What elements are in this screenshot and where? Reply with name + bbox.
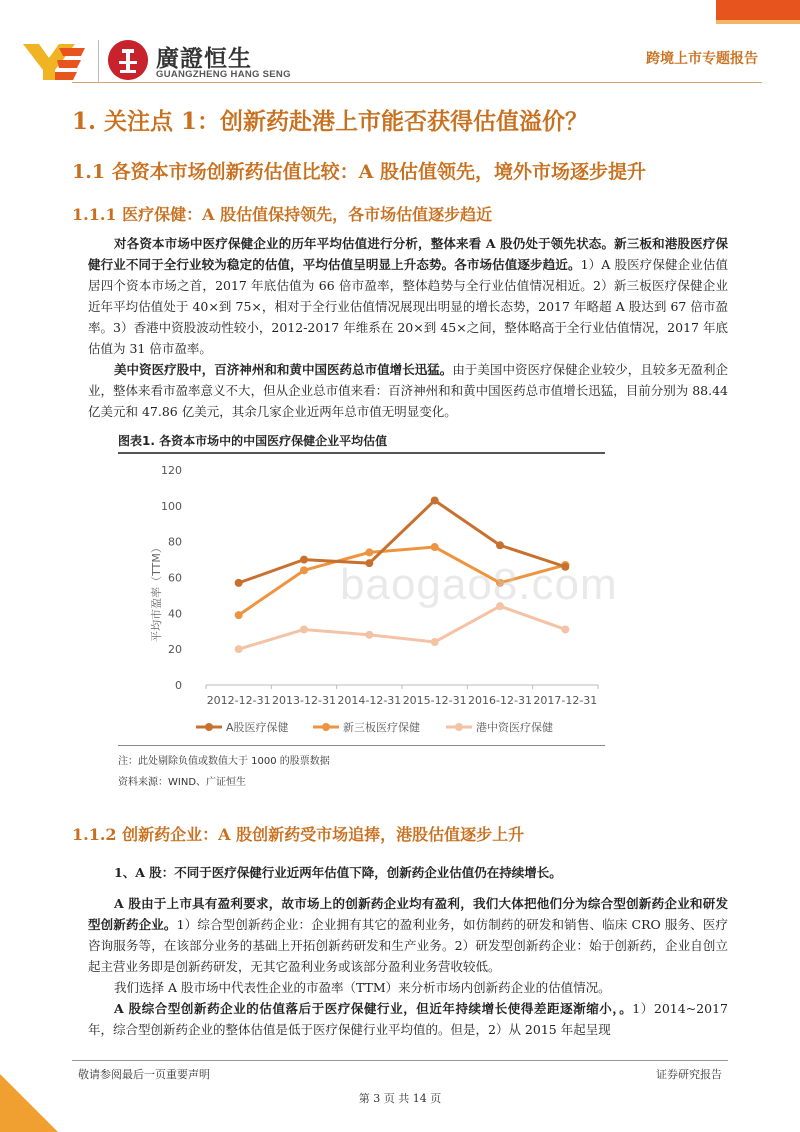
legend-marker	[205, 723, 213, 731]
data-point	[300, 556, 308, 564]
section-heading-1-1-1: 1.1.1 医疗保健：A 股估值保持领先，各市场估值逐步趋近	[72, 205, 493, 224]
logo-divider	[98, 40, 99, 82]
corner-decoration	[716, 0, 800, 20]
y-tick-label: 120	[161, 464, 182, 477]
legend-label: 港中资医疗保健	[476, 721, 553, 734]
header-divider	[72, 82, 762, 83]
data-point	[431, 496, 439, 504]
report-tag: 跨境上市专题报告	[646, 51, 758, 67]
section-heading-1: 1. 关注点 1：创新药赴港上市能否获得估值溢价？	[72, 108, 589, 135]
data-point	[235, 645, 243, 653]
footer-report-type: 证券研究报告	[656, 1068, 722, 1081]
footer-disclaimer: 敬请参阅最后一页重要声明	[78, 1068, 210, 1081]
figure-note: 注：此处剔除负值或数值大于 1000 的股票数据	[118, 756, 330, 767]
x-tick-label: 2017-12-31	[533, 694, 598, 707]
corner-decoration-bottom	[0, 1074, 58, 1132]
paragraph-bold: 对各资本市场中医疗保健企业的历年平均估值进行分析，整体来看 A 股仍处于领先状态。新三板和港股医疗保健行业不同于全行业较为稳定的估值，平均估值呈明显上升态势。各市场估值逐步趋近。	[88, 236, 728, 272]
data-point	[365, 548, 373, 556]
body-paragraphs-1	[88, 233, 728, 422]
paragraph-bold: A 股综合型创新药企业的估值落后于医疗保健行业，但近年持续增长使得差距逐渐缩小，。	[114, 1001, 633, 1016]
data-point	[300, 566, 308, 574]
footer-divider	[72, 1060, 728, 1061]
paragraph-text: 1）2014~2017 年，综合型创新药企业的整体估值是低于医疗保健行业平均值的。但是，2）从 2015 年起呈现	[88, 1001, 728, 1037]
page-number: 第 3 页 共 14 页	[358, 1092, 442, 1105]
x-tick-label: 2013-12-31	[272, 694, 336, 707]
corner-decoration-accent	[716, 20, 800, 24]
section-heading-1-1-2: 1.1.2 创新药企业：A 股创新药受市场追捧，港股估值逐步上升	[72, 825, 525, 844]
paragraph-text: 1）综合型创新药企业：企业拥有其它的盈利业务，如仿制药的研发和销售、临床 CRO 服务、医疗咨询服务等，在该部分业务的基础上开拓创新药研发和生产业务。2）研发型创新药企业：始于创新药，企业自创立起主营业务即是创新药研发，无其它盈利业务或该部分盈利业务营收较低。	[88, 917, 728, 974]
y-tick-label: 40	[168, 607, 182, 621]
paragraph-bold: 美中资医疗股中，百济神州和和黄中国医药总市值增长迅猛。	[114, 362, 453, 377]
series-line	[239, 606, 566, 649]
data-point	[235, 611, 243, 619]
legend-label: A股医疗保健	[226, 721, 289, 734]
legend-marker	[455, 723, 463, 731]
y-tick-label: 0	[175, 679, 182, 692]
paragraph-bold: A 股由于上市具有盈利要求，故市场上的创新药企业均有盈利，我们大体把他们分为综合型创新药企业和研发型创新药企业。	[88, 896, 728, 932]
x-tick-label: 2014-12-31	[337, 694, 402, 707]
y-axis-label: 平均市盈率（TTM）	[150, 542, 163, 642]
legend-label: 新三板医疗保健	[343, 721, 420, 734]
y-tick-label: 60	[168, 571, 182, 585]
brand-seal-icon	[108, 40, 148, 80]
data-point	[561, 625, 569, 633]
brand-name-cn: 廣證恒生	[156, 46, 252, 72]
x-tick-label: 2015-12-31	[402, 694, 467, 707]
watermark: baogao8.com	[340, 560, 618, 609]
paragraph-comprehensive	[88, 998, 728, 1040]
data-point	[365, 631, 373, 639]
brand-name-en: GUANGZHENG HANG SENG	[156, 69, 291, 80]
x-tick-label: 2012-12-31	[206, 694, 271, 707]
legend-marker	[322, 723, 330, 731]
company-logo-icon	[23, 42, 85, 82]
x-tick-label: 2016-12-31	[468, 694, 532, 707]
y-tick-label: 20	[168, 643, 182, 657]
paragraph-method: 我们选择 A 股市场中代表性企业的市盈率（TTM）来分析市场内创新药企业的估值情况。	[114, 980, 611, 995]
figure-bottom-rule	[118, 745, 605, 746]
paragraph-a-share-types	[88, 893, 728, 977]
paragraph-text: 由于美国中资医疗保健企业较少，且较多无盈利企业，整体来看市盈率意义不大，但从企业总市值来看：百济神州和和黄中国医药总市值增长迅猛，目前分别为 88.44 亿美元和 47.86 亿美元，其余几家企业近两年总市值无明显变化。	[88, 362, 728, 419]
figure-title: 图表1. 各资本市场中的中国医疗保健企业平均估值	[118, 434, 388, 448]
data-point	[235, 579, 243, 587]
section-heading-1-1: 1.1 各资本市场创新药估值比较：A 股估值领先，境外市场逐步提升	[72, 161, 647, 183]
data-point	[496, 541, 504, 549]
body-paragraphs-2	[88, 862, 728, 1040]
paragraph-text: 1）A 股医疗保健企业估值居四个资本市场之首，2017 年底估值为 66 倍市盈率，整体趋势与全行业估值情况相近。2）新三板医疗保健企业近年平均估值处于 40×到 75×，相对于全行业估值情况展现出明显的增长态势，2017 年略超 A 股达到 67 倍市盈率。3）香港中资股波动性较小，2012-2017 年维系在 20×到 45×之间，整体略高于全行业估值情况，2017 年底估值为 31 倍市盈率。	[88, 257, 728, 356]
paragraph-valuation	[88, 233, 728, 359]
y-tick-label: 100	[161, 499, 182, 513]
y-tick-label: 80	[168, 535, 182, 549]
paragraph-us-listed	[88, 359, 728, 422]
figure-source: 资料来源：WIND、广证恒生	[118, 777, 247, 788]
data-point	[300, 625, 308, 633]
sub-point-a-share	[88, 862, 728, 883]
figure-title-rule	[118, 452, 605, 454]
sub-point-text: 1、A 股：不同于医疗保健行业近两年估值下降，创新药企业估值仍在持续增长。	[114, 865, 562, 880]
data-point	[431, 543, 439, 551]
data-point	[431, 638, 439, 646]
